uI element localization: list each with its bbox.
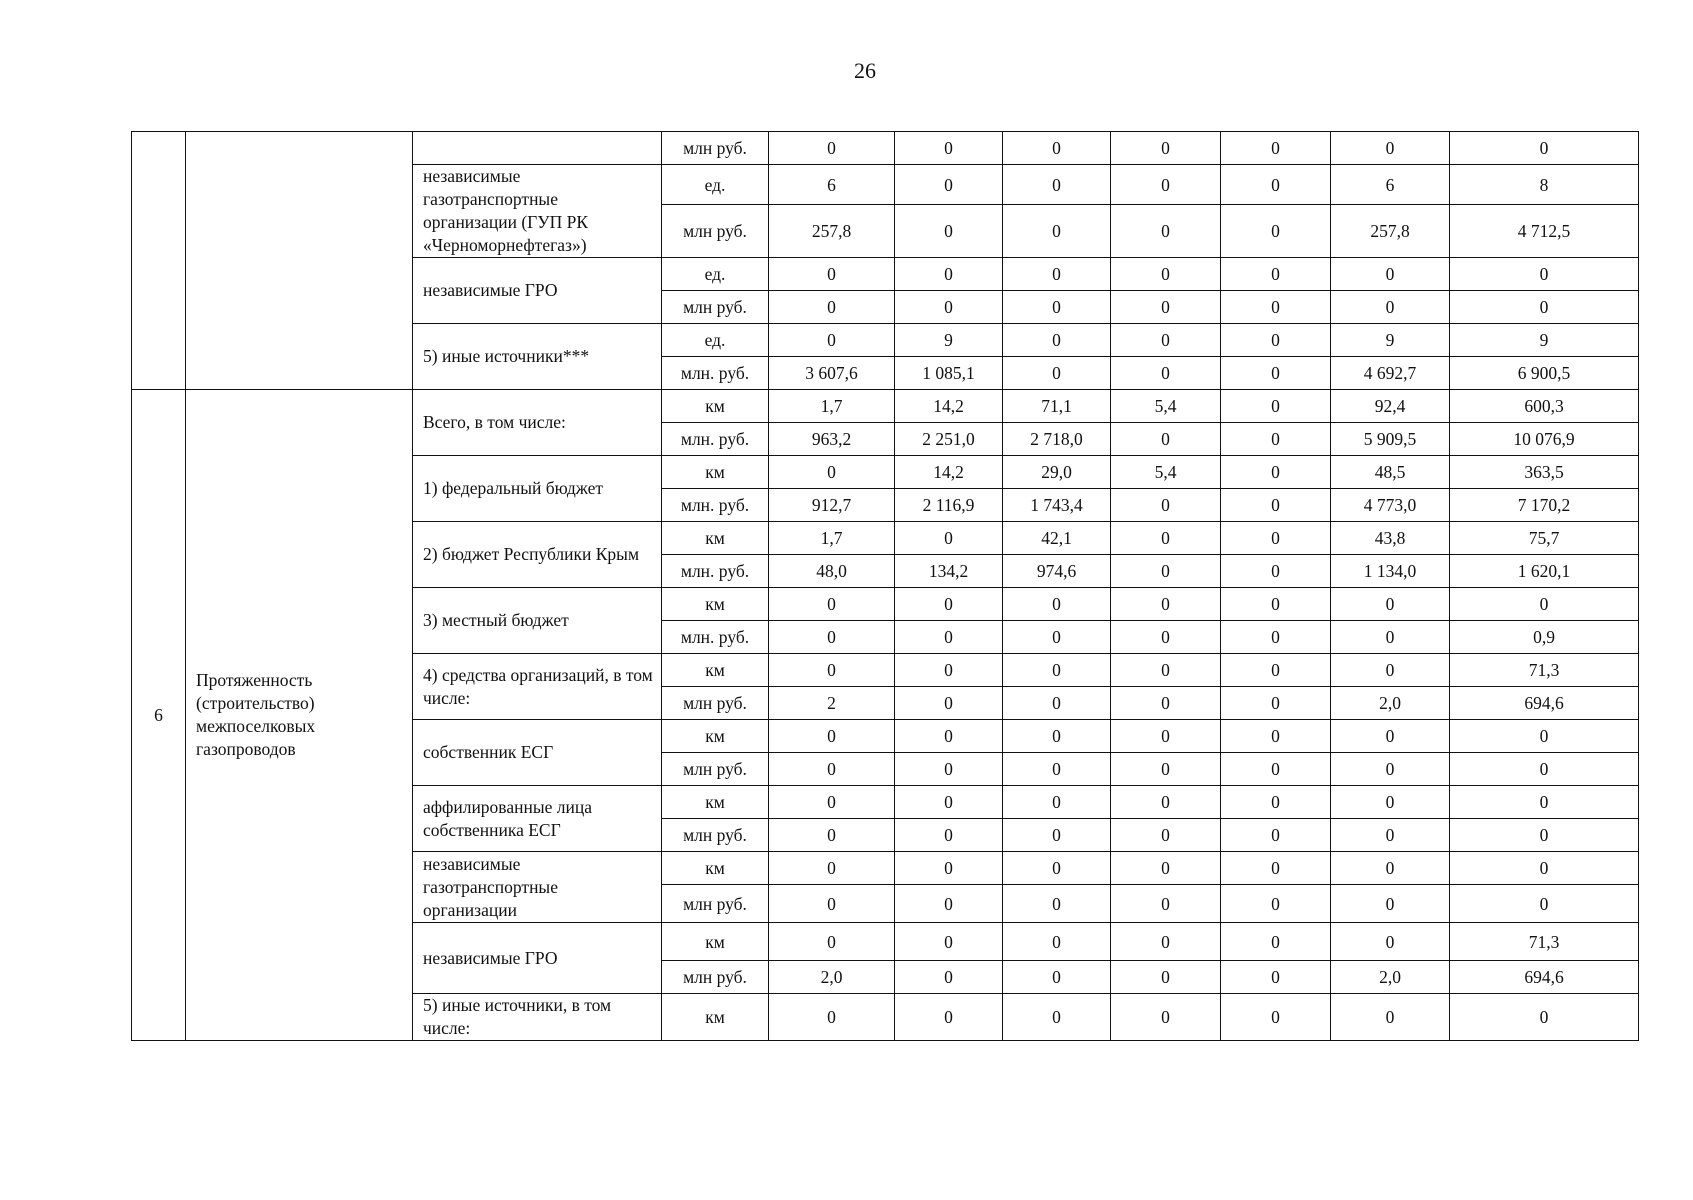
value-cell: 6 bbox=[769, 165, 895, 205]
unit-cell: км bbox=[662, 852, 769, 885]
value-cell: 0 bbox=[1003, 654, 1111, 687]
value-cell: 0 bbox=[1003, 588, 1111, 621]
value-cell: 4 692,7 bbox=[1331, 357, 1450, 390]
value-cell: 0 bbox=[1221, 819, 1331, 852]
unit-cell: км bbox=[662, 923, 769, 961]
value-cell: 0 bbox=[1003, 885, 1111, 923]
value-cell: 0 bbox=[1331, 588, 1450, 621]
value-cell: 0 bbox=[769, 132, 895, 165]
table-row bbox=[132, 132, 1639, 165]
value-cell: 0 bbox=[1111, 489, 1221, 522]
value-cell: 0 bbox=[769, 291, 895, 324]
source-label-cell: Всего, в том числе: bbox=[413, 390, 662, 456]
source-label-cell: независимые газотранспортные организации bbox=[413, 852, 662, 923]
value-cell: 0 bbox=[1221, 489, 1331, 522]
value-cell: 0 bbox=[769, 654, 895, 687]
value-cell: 0 bbox=[1221, 456, 1331, 489]
value-cell: 6 bbox=[1331, 165, 1450, 205]
value-cell: 0 bbox=[1450, 258, 1639, 291]
value-cell: 0 bbox=[1221, 205, 1331, 258]
value-cell: 0 bbox=[1221, 687, 1331, 720]
value-cell: 0 bbox=[1221, 165, 1331, 205]
value-cell: 0 bbox=[1221, 522, 1331, 555]
value-cell: 0 bbox=[1331, 923, 1450, 961]
unit-cell: млн руб. bbox=[662, 132, 769, 165]
indicator-cell: Протяженность (строительство) межпоселковых газопроводов bbox=[186, 390, 413, 1041]
value-cell: 0 bbox=[895, 291, 1003, 324]
value-cell: 0 bbox=[1331, 852, 1450, 885]
value-cell: 71,3 bbox=[1450, 923, 1639, 961]
value-cell: 0 bbox=[1111, 961, 1221, 994]
value-cell: 0 bbox=[1450, 994, 1639, 1041]
value-cell: 7 170,2 bbox=[1450, 489, 1639, 522]
value-cell: 1 743,4 bbox=[1003, 489, 1111, 522]
value-cell: 0 bbox=[1221, 390, 1331, 423]
value-cell: 4 712,5 bbox=[1450, 205, 1639, 258]
value-cell: 2,0 bbox=[1331, 687, 1450, 720]
value-cell: 0 bbox=[895, 852, 1003, 885]
value-cell: 0 bbox=[1111, 687, 1221, 720]
value-cell: 75,7 bbox=[1450, 522, 1639, 555]
value-cell: 0 bbox=[1221, 423, 1331, 456]
value-cell: 0 bbox=[1450, 291, 1639, 324]
value-cell: 0 bbox=[1331, 621, 1450, 654]
value-cell: 1,7 bbox=[769, 390, 895, 423]
indicator-cell bbox=[186, 132, 413, 390]
value-cell: 0 bbox=[1003, 753, 1111, 786]
value-cell: 694,6 bbox=[1450, 687, 1639, 720]
source-label-cell: независимые ГРО bbox=[413, 258, 662, 324]
value-cell: 134,2 bbox=[895, 555, 1003, 588]
value-cell: 0 bbox=[1111, 621, 1221, 654]
source-label-cell: 1) федеральный бюджет bbox=[413, 456, 662, 522]
value-cell: 0 bbox=[1221, 720, 1331, 753]
unit-cell: млн руб. bbox=[662, 885, 769, 923]
value-cell: 0 bbox=[769, 852, 895, 885]
value-cell: 0 bbox=[1111, 258, 1221, 291]
value-cell: 0 bbox=[1111, 324, 1221, 357]
value-cell: 0 bbox=[1111, 852, 1221, 885]
value-cell: 0,9 bbox=[1450, 621, 1639, 654]
value-cell: 0 bbox=[1450, 819, 1639, 852]
value-cell: 0 bbox=[769, 753, 895, 786]
value-cell: 6 900,5 bbox=[1450, 357, 1639, 390]
value-cell: 0 bbox=[769, 786, 895, 819]
value-cell: 0 bbox=[1003, 258, 1111, 291]
unit-cell: км bbox=[662, 522, 769, 555]
value-cell: 0 bbox=[1221, 786, 1331, 819]
unit-cell: млн. руб. bbox=[662, 489, 769, 522]
unit-cell: млн руб. bbox=[662, 291, 769, 324]
value-cell: 912,7 bbox=[769, 489, 895, 522]
value-cell: 9 bbox=[895, 324, 1003, 357]
value-cell: 0 bbox=[769, 324, 895, 357]
unit-cell: млн. руб. bbox=[662, 555, 769, 588]
value-cell: 14,2 bbox=[895, 390, 1003, 423]
source-label-cell: 3) местный бюджет bbox=[413, 588, 662, 654]
value-cell: 9 bbox=[1450, 324, 1639, 357]
value-cell: 0 bbox=[895, 205, 1003, 258]
value-cell: 600,3 bbox=[1450, 390, 1639, 423]
value-cell: 0 bbox=[1221, 961, 1331, 994]
value-cell: 0 bbox=[1331, 786, 1450, 819]
value-cell: 0 bbox=[1331, 654, 1450, 687]
value-cell: 0 bbox=[1111, 291, 1221, 324]
value-cell: 0 bbox=[1003, 961, 1111, 994]
value-cell: 0 bbox=[895, 621, 1003, 654]
value-cell: 0 bbox=[1450, 720, 1639, 753]
value-cell: 0 bbox=[1221, 654, 1331, 687]
value-cell: 0 bbox=[895, 687, 1003, 720]
value-cell: 0 bbox=[895, 786, 1003, 819]
value-cell: 48,5 bbox=[1331, 456, 1450, 489]
value-cell: 0 bbox=[1111, 205, 1221, 258]
value-cell: 0 bbox=[1450, 885, 1639, 923]
value-cell: 0 bbox=[895, 588, 1003, 621]
value-cell: 0 bbox=[1111, 588, 1221, 621]
value-cell: 0 bbox=[1003, 994, 1111, 1041]
value-cell: 0 bbox=[895, 654, 1003, 687]
unit-cell: млн руб. bbox=[662, 753, 769, 786]
value-cell: 0 bbox=[1003, 165, 1111, 205]
value-cell: 0 bbox=[1450, 753, 1639, 786]
unit-cell: км bbox=[662, 786, 769, 819]
source-label-cell: 2) бюджет Республики Крым bbox=[413, 522, 662, 588]
value-cell: 0 bbox=[895, 923, 1003, 961]
value-cell: 0 bbox=[1111, 555, 1221, 588]
value-cell: 0 bbox=[1003, 720, 1111, 753]
value-cell: 0 bbox=[1111, 819, 1221, 852]
value-cell: 0 bbox=[1450, 786, 1639, 819]
value-cell: 71,3 bbox=[1450, 654, 1639, 687]
value-cell: 2 bbox=[769, 687, 895, 720]
value-cell: 71,1 bbox=[1003, 390, 1111, 423]
value-cell: 0 bbox=[1221, 588, 1331, 621]
unit-cell: км bbox=[662, 654, 769, 687]
value-cell: 0 bbox=[1221, 324, 1331, 357]
value-cell: 0 bbox=[1111, 165, 1221, 205]
value-cell: 0 bbox=[769, 923, 895, 961]
value-cell: 0 bbox=[895, 885, 1003, 923]
unit-cell: ед. bbox=[662, 165, 769, 205]
value-cell: 0 bbox=[1221, 621, 1331, 654]
value-cell: 4 773,0 bbox=[1331, 489, 1450, 522]
value-cell: 0 bbox=[1003, 132, 1111, 165]
value-cell: 0 bbox=[1111, 753, 1221, 786]
value-cell: 0 bbox=[1111, 923, 1221, 961]
value-cell: 10 076,9 bbox=[1450, 423, 1639, 456]
value-cell: 0 bbox=[1111, 132, 1221, 165]
value-cell: 5 909,5 bbox=[1331, 423, 1450, 456]
source-label-cell: аффилированные лица собственника ЕСГ bbox=[413, 786, 662, 852]
value-cell: 5,4 bbox=[1111, 456, 1221, 489]
value-cell: 257,8 bbox=[769, 205, 895, 258]
value-cell: 0 bbox=[895, 720, 1003, 753]
unit-cell: ед. bbox=[662, 258, 769, 291]
value-cell: 1 134,0 bbox=[1331, 555, 1450, 588]
unit-cell: км bbox=[662, 994, 769, 1041]
value-cell: 1 085,1 bbox=[895, 357, 1003, 390]
source-label-cell: 4) средства организаций, в том числе: bbox=[413, 654, 662, 720]
unit-cell: млн руб. bbox=[662, 687, 769, 720]
value-cell: 0 bbox=[1450, 132, 1639, 165]
value-cell: 0 bbox=[769, 258, 895, 291]
value-cell: 8 bbox=[1450, 165, 1639, 205]
value-cell: 0 bbox=[769, 621, 895, 654]
value-cell: 0 bbox=[1003, 324, 1111, 357]
value-cell: 0 bbox=[1221, 994, 1331, 1041]
source-label-cell: 5) иные источники*** bbox=[413, 324, 662, 390]
value-cell: 0 bbox=[1003, 687, 1111, 720]
value-cell: 0 bbox=[1221, 291, 1331, 324]
value-cell: 0 bbox=[895, 753, 1003, 786]
value-cell: 0 bbox=[895, 994, 1003, 1041]
source-label-cell: собственник ЕСГ bbox=[413, 720, 662, 786]
table-row bbox=[132, 390, 1639, 423]
unit-cell: млн. руб. bbox=[662, 357, 769, 390]
value-cell: 0 bbox=[1221, 923, 1331, 961]
value-cell: 0 bbox=[1450, 588, 1639, 621]
page-number: 26 bbox=[854, 58, 876, 83]
row-number-cell bbox=[132, 132, 186, 390]
value-cell: 0 bbox=[1111, 654, 1221, 687]
value-cell: 0 bbox=[1111, 786, 1221, 819]
unit-cell: млн. руб. bbox=[662, 621, 769, 654]
value-cell: 43,8 bbox=[1331, 522, 1450, 555]
value-cell: 2 718,0 bbox=[1003, 423, 1111, 456]
value-cell: 0 bbox=[1003, 923, 1111, 961]
value-cell: 1,7 bbox=[769, 522, 895, 555]
value-cell: 0 bbox=[1331, 291, 1450, 324]
value-cell: 0 bbox=[1221, 555, 1331, 588]
value-cell: 0 bbox=[1450, 852, 1639, 885]
value-cell: 2,0 bbox=[1331, 961, 1450, 994]
value-cell: 1 620,1 bbox=[1450, 555, 1639, 588]
value-cell: 0 bbox=[1111, 885, 1221, 923]
value-cell: 0 bbox=[769, 994, 895, 1041]
value-cell: 0 bbox=[1221, 357, 1331, 390]
value-cell: 257,8 bbox=[1331, 205, 1450, 258]
value-cell: 0 bbox=[1221, 885, 1331, 923]
value-cell: 9 bbox=[1331, 324, 1450, 357]
value-cell: 0 bbox=[769, 819, 895, 852]
value-cell: 0 bbox=[769, 885, 895, 923]
value-cell: 0 bbox=[1111, 994, 1221, 1041]
value-cell: 0 bbox=[895, 165, 1003, 205]
value-cell: 3 607,6 bbox=[769, 357, 895, 390]
value-cell: 0 bbox=[895, 132, 1003, 165]
unit-cell: км bbox=[662, 720, 769, 753]
value-cell: 0 bbox=[895, 961, 1003, 994]
data-table bbox=[131, 131, 1639, 1041]
table-body bbox=[132, 132, 1639, 1041]
value-cell: 42,1 bbox=[1003, 522, 1111, 555]
value-cell: 0 bbox=[1331, 819, 1450, 852]
value-cell: 5,4 bbox=[1111, 390, 1221, 423]
value-cell: 363,5 bbox=[1450, 456, 1639, 489]
unit-cell: ед. bbox=[662, 324, 769, 357]
value-cell: 0 bbox=[895, 258, 1003, 291]
value-cell: 0 bbox=[1331, 720, 1450, 753]
value-cell: 0 bbox=[1003, 786, 1111, 819]
value-cell: 0 bbox=[1331, 753, 1450, 786]
source-label-cell: 5) иные источники, в том числе: bbox=[413, 994, 662, 1041]
value-cell: 2 251,0 bbox=[895, 423, 1003, 456]
value-cell: 0 bbox=[1003, 621, 1111, 654]
value-cell: 29,0 bbox=[1003, 456, 1111, 489]
value-cell: 92,4 bbox=[1331, 390, 1450, 423]
value-cell: 2 116,9 bbox=[895, 489, 1003, 522]
value-cell: 0 bbox=[1111, 423, 1221, 456]
unit-cell: млн руб. bbox=[662, 205, 769, 258]
row-number-cell: 6 bbox=[132, 390, 186, 1041]
value-cell: 48,0 bbox=[769, 555, 895, 588]
value-cell: 0 bbox=[1003, 205, 1111, 258]
value-cell: 0 bbox=[1003, 357, 1111, 390]
value-cell: 0 bbox=[1331, 994, 1450, 1041]
value-cell: 0 bbox=[895, 819, 1003, 852]
value-cell: 0 bbox=[1111, 522, 1221, 555]
value-cell: 0 bbox=[1331, 885, 1450, 923]
unit-cell: км bbox=[662, 588, 769, 621]
unit-cell: млн руб. bbox=[662, 819, 769, 852]
value-cell: 2,0 bbox=[769, 961, 895, 994]
value-cell: 0 bbox=[1111, 357, 1221, 390]
value-cell: 0 bbox=[1331, 258, 1450, 291]
value-cell: 0 bbox=[769, 456, 895, 489]
value-cell: 0 bbox=[1221, 258, 1331, 291]
unit-cell: млн руб. bbox=[662, 961, 769, 994]
value-cell: 0 bbox=[1221, 753, 1331, 786]
value-cell: 0 bbox=[1331, 132, 1450, 165]
unit-cell: млн. руб. bbox=[662, 423, 769, 456]
value-cell: 974,6 bbox=[1003, 555, 1111, 588]
value-cell: 963,2 bbox=[769, 423, 895, 456]
value-cell: 0 bbox=[1003, 291, 1111, 324]
value-cell: 0 bbox=[769, 720, 895, 753]
value-cell: 0 bbox=[1221, 852, 1331, 885]
source-label-cell: независимые газотранспортные организации (ГУП РК «Черноморнефтегаз») bbox=[413, 165, 662, 258]
value-cell: 0 bbox=[1221, 132, 1331, 165]
value-cell: 0 bbox=[1111, 720, 1221, 753]
value-cell: 0 bbox=[769, 588, 895, 621]
value-cell: 0 bbox=[1003, 852, 1111, 885]
unit-cell: км bbox=[662, 390, 769, 423]
value-cell: 14,2 bbox=[895, 456, 1003, 489]
value-cell: 0 bbox=[895, 522, 1003, 555]
source-label-cell: независимые ГРО bbox=[413, 923, 662, 994]
unit-cell: км bbox=[662, 456, 769, 489]
value-cell: 0 bbox=[1003, 819, 1111, 852]
value-cell: 694,6 bbox=[1450, 961, 1639, 994]
source-label-cell bbox=[413, 132, 662, 165]
